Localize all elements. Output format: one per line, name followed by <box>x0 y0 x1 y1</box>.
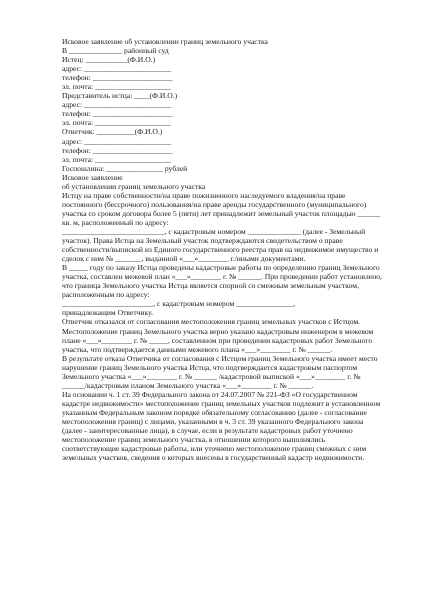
doc-title-line-1: Исковое заявление <box>62 172 123 182</box>
paragraph-refusal: Ответчик отказался от согласования местоположения границ земельных участков с Истцом. <box>62 317 361 327</box>
paragraph-survey: В _____ году по заказу Истца проведены кадастровые работы по определению границ Земельного участка, составлен межевой план «___»________ г. № ______. При проведении работ установлено, что граница Земельного участка Истца является спорной со смежным земельным участком, расположенным по адресу: <box>62 263 382 300</box>
paragraph-legal-basis: На основании ч. 1 ст. 39 Федерального закона от 24.07.2007 № 221-ФЗ «О государственном кадастре недвижимости» местоположение границ земельных участков подлежит в установленном указанным Федеральным законом порядке обязательному согласованию (далее - согласование местоположения границ) с лицами, указанными в ч. 3 ст. 39 указанного Федерального закона (далее - заинтересованные лица), в случае, если в результате кадастровых работ уточнено местоположение границ земельного участка, в отношении которого выполнялись соответствующие кадастровые работы, или уточнено местоположение границ смежных с ним земельных участков, сведения о которых внесены в государственный кадастр недвижимости. <box>62 389 381 463</box>
paragraph-survey-owner: принадлежащим Ответчику. <box>62 308 154 318</box>
paragraph-ownership: Истцу на праве собственности/на праве пожизненного наследуемого владения/на праве постоянного (бессрочного) пользования/на праве аренды государственного (муниципального) участка со сроком договора более 5 (пяти) лет принадлежит земельный участок площадью ______ кв. м, расположенный по адресу: <box>62 190 381 227</box>
doc-title-line-2: об установлении границ земельного участка <box>62 181 206 191</box>
defendant-line: Ответчик: __________(Ф.И.О.) <box>62 127 163 137</box>
paragraph-violation: В результате отказа Ответчика от согласования с Истцом границ Земельного участка имеет место нарушение границ Земельного участка Истца, что подтверждается кадастровым паспортом Земельного участка «___»________ г. № ______ /кадастровой выпиской «___»________ г. № ______/кадастровым планом Земельного участка «___»________ г. № ______. <box>62 353 378 390</box>
defendant-email: эл. почта: ____________________ <box>62 154 171 164</box>
representative-email: эл. почта: ____________________ <box>62 118 171 128</box>
court-line: В ______________ районный суд <box>62 46 169 56</box>
plaintiff-line: Истец: ___________(Ф.И.О.) <box>62 55 156 65</box>
fee-line: Госпошлина: _______________ рублей <box>62 163 188 173</box>
plaintiff-email: эл. почта: ____________________ <box>62 82 171 92</box>
header-title: Исковое заявление об установлении границ земельного участка <box>62 37 268 46</box>
defendant-phone: телефон: _____________________ <box>62 145 173 155</box>
paragraph-ownership-cont: ___________________________, с кадастровым номером ______________ (далее - Земельный участок). Права Истца на Земельный участок подтверждаются свидетельством о праве собственности/выпиской из Единого государственного реестра прав на недвижимое имущество и сделок с ним № _______, выданной «___»________ г./иными документами. <box>62 226 379 264</box>
representative-phone: телефон: _____________________ <box>62 109 173 119</box>
representative-line: Представитель истца: ____(Ф.И.О.) <box>62 91 178 101</box>
paragraph-boundary-plan: Местоположение границ Земельного участка верно указано кадастровым инженером в межевом плане «___»________ г. № _____, составленном при проведении кадастровых работ Земельного участка, что подтверждается данными межевого плана «___»________ г. № ______. <box>62 326 374 354</box>
representative-address: адрес: _______________________ <box>62 100 172 110</box>
plaintiff-phone: телефон: _____________________ <box>62 73 173 83</box>
paragraph-survey-address: ________________________, с кадастровым номером _______________, <box>62 299 296 309</box>
plaintiff-address: адрес: _______________________ <box>62 64 172 74</box>
defendant-address: адрес: _______________________ <box>62 136 172 146</box>
